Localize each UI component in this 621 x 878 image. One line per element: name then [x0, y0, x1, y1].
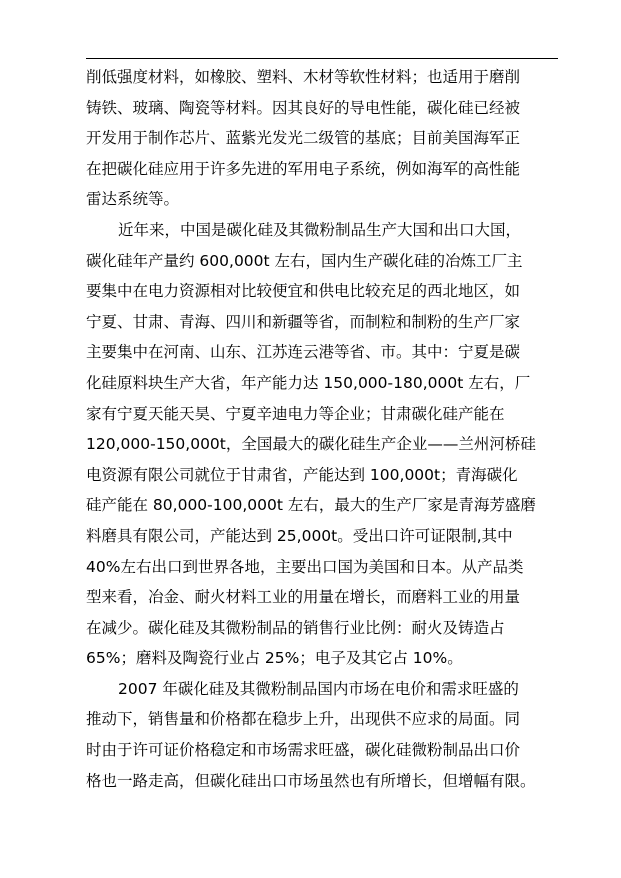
text-line: 格也一路走高，但碳化硅出口市场虽然也有所增长，但增幅有限。	[86, 771, 536, 790]
text-line: 时由于许可证价格稳定和市场需求旺盛，碳化硅微粉制品出口价	[86, 741, 521, 760]
text-line: 硅产能在 80,000-100,000t 左右，最大的生产厂家是青海芳盛磨	[86, 496, 536, 515]
paragraph-first-line: 近年来，中国是碳化硅及其微粉制品生产大国和出口大国，	[118, 220, 522, 239]
text-line: 推动下，销售量和价格都在稳步上升，出现供不应求的局面。同	[86, 710, 521, 729]
text-line: 碳化硅年产量约 600,000t 左右，国内生产碳化硅的冶炼工厂主	[86, 251, 523, 270]
body-text	[86, 62, 566, 796]
text-line: 120,000-150,000t，全国最大的碳化硅生产企业——兰州河桥硅	[86, 435, 536, 454]
header-rule	[86, 58, 558, 59]
paragraph-first-line: 2007 年碳化硅及其微粉制品国内市场在电价和需求旺盛的	[118, 679, 519, 698]
text-line: 家有宁夏天能天昊、宁夏辛迪电力等企业；甘肃碳化硅产能在	[86, 404, 505, 423]
text-line: 要集中在电力资源相对比较便宜和供电比较充足的西北地区，如	[86, 282, 521, 301]
text-line: 型来看，冶金、耐火材料工业的用量在增长，而磨料工业的用量	[86, 588, 521, 607]
text-line: 雷达系统等。	[86, 190, 180, 209]
text-line: 在把碳化硅应用于许多先进的军用电子系统，例如海军的高性能	[86, 159, 521, 178]
text-line: 开发用于制作芯片、蓝紫光发光二级管的基底；目前美国海军正	[86, 129, 521, 148]
text-line: 主要集中在河南、山东、江苏连云港等省、市。其中：宁夏是碳	[86, 343, 521, 362]
text-line: 削低强度材料，如橡胶、塑料、木材等软性材料；也适用于磨削	[86, 68, 521, 86]
text-line: 电资源有限公司就位于甘肃省，产能达到 100,000t；青海碳化	[86, 465, 518, 484]
text-line: 40%左右出口到世界各地，主要出口国为美国和日本。从产品类	[86, 557, 524, 576]
text-line: 铸铁、玻璃、陶瓷等材料。因其良好的导电性能，碳化硅已经被	[86, 98, 521, 117]
text-line: 化硅原料块生产大省，年产能力达 150,000-180,000t 左右，厂	[86, 373, 531, 392]
text-line: 料磨具有限公司，产能达到 25,000t。受出口许可证限制,其中	[86, 526, 513, 545]
text-line: 65%；磨料及陶瓷行业占 25%；电子及其它占 10%。	[86, 649, 463, 668]
text-line: 在减少。碳化硅及其微粉制品的销售行业比例：耐火及铸造占	[86, 618, 505, 637]
text-line: 宁夏、甘肃、青海、四川和新疆等省，而制粒和制粉的生产厂家	[86, 312, 521, 331]
